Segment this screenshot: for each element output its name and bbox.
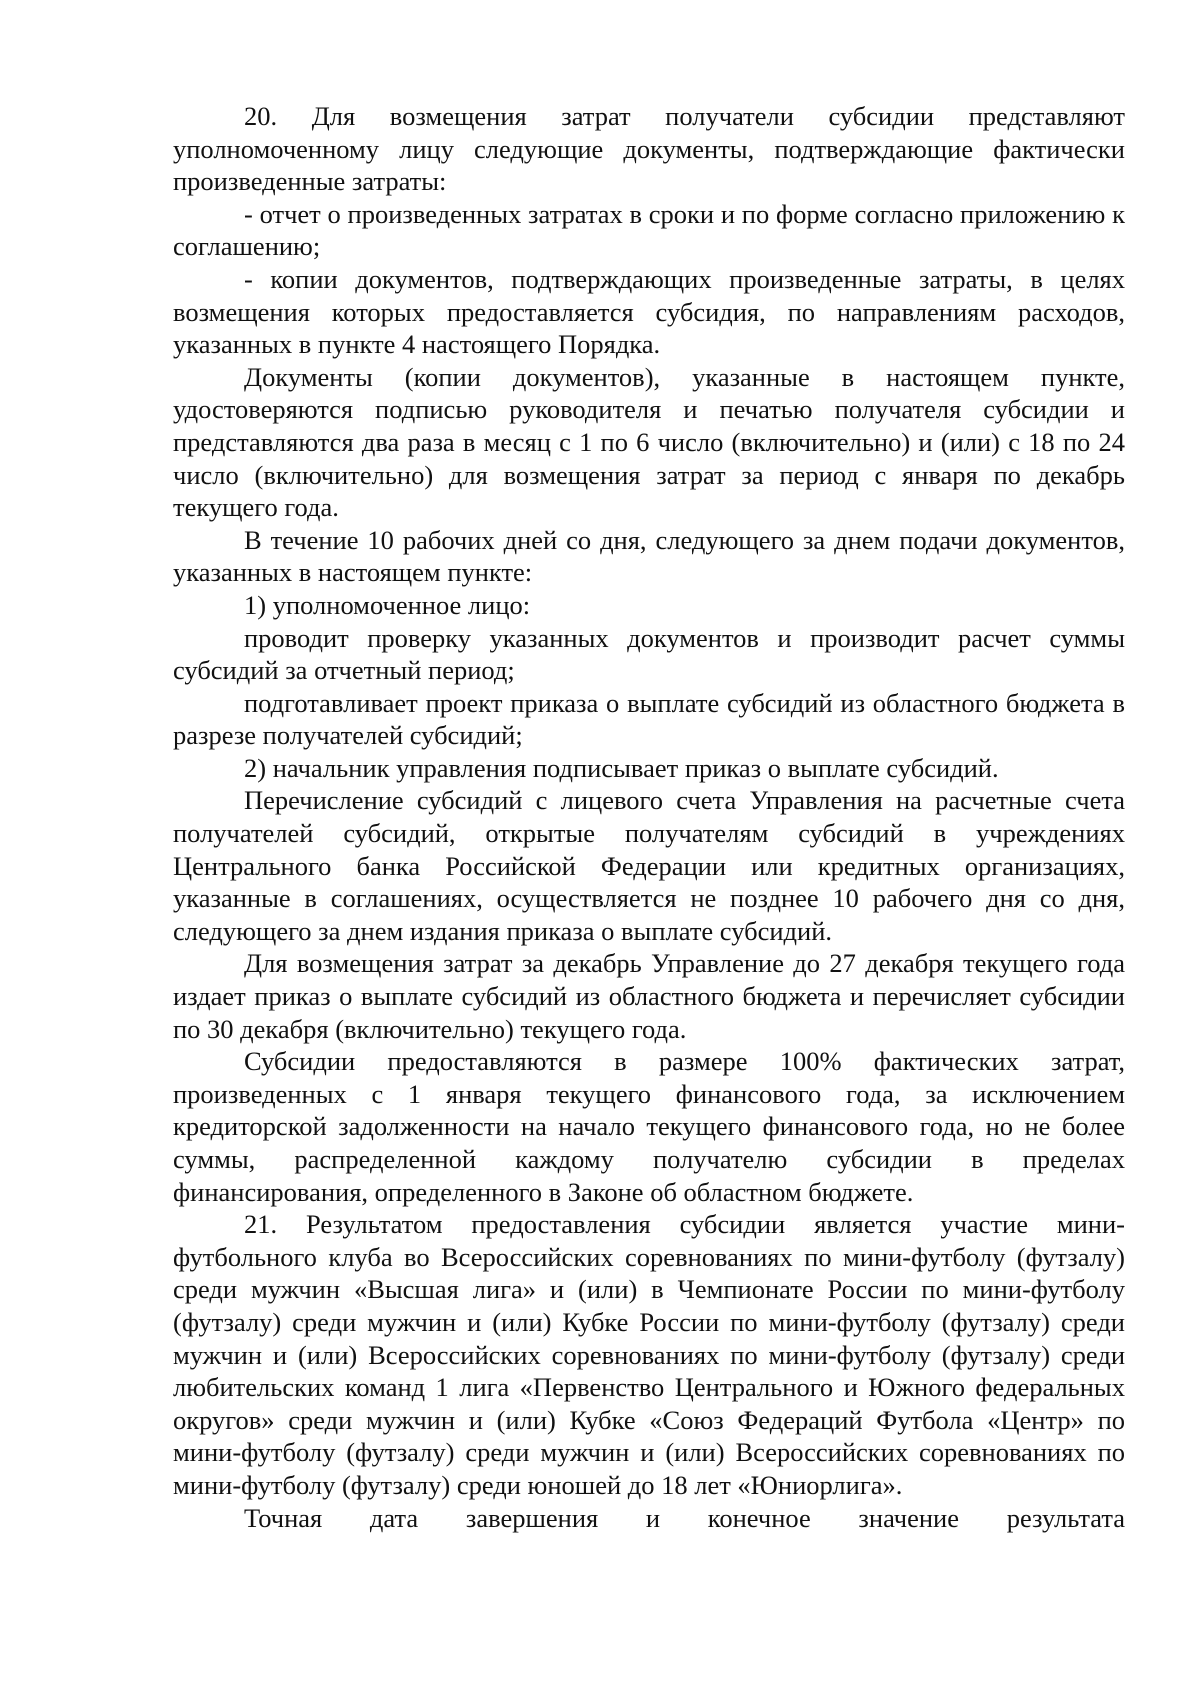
- paragraph-copies-item: - копии документов, подтверждающих произведенные затраты, в целях возмещения которых предоставляется субсидия, по направлениям расходов, указанных в пункте 4 настоящего Порядка.: [173, 263, 1125, 360]
- paragraph-subsidy-amount: Субсидии предоставляются в размере 100% фактических затрат, произведенных с 1 января текущего финансового года, за исключением кредиторской задолженности на начало текущего финансового года, но не более суммы, распределенной каждому получателю субсидии в пределах финансирования, определенного в Законе об областном бюджете.: [173, 1046, 1125, 1207]
- paragraph-ten-days: В течение 10 рабочих дней со дня, следующего за днем подачи документов, указанных в настоящем пункте:: [173, 524, 1125, 588]
- paragraph-21-result: 21. Результатом предоставления субсидии является участие мини-футбольного клуба во Всероссийских соревнованиях по мини-футболу (футзалу) среди мужчин «Высшая лига» и (или) в Чемпионате России по мини-футболу (футзалу) среди мужчин и (или) Кубке России по мини-футболу (футзалу) среди мужчин и (или) Всероссийских соревнованиях по мини-футболу (футзалу) среди любительских команд 1 лига «Первенство Центрального и Южного федеральных округов» среди мужчин и (или) Кубке «Союз Федераций Футбола «Центр» по мини-футболу (футзалу) среди мужчин и (или) Всероссийских соревнованиях по мини-футболу (футзалу) среди юношей до 18 лет «Юниорлига».: [173, 1209, 1125, 1500]
- paragraph-report-item: - отчет о произведенных затратах в сроки и по форме согласно приложению к соглашению;: [173, 198, 1125, 262]
- paragraph-20-intro: 20. Для возмещения затрат получатели субсидии представляют уполномоченному лицу следующие документы, подтверждающие фактически произведенные затраты:: [173, 101, 1125, 197]
- paragraph-transfer: Перечисление субсидий с лицевого счета Управления на расчетные счета получателей субсидий, открытые получателям субсидий в учреждениях Центрального банка Российской Федерации или кредитных организациях, указанные в соглашениях, осуществляется не позднее 10 рабочего дня со дня, следующего за днем издания приказа о выплате субсидий.: [173, 785, 1125, 946]
- document-page: [173, 100, 1125, 1534]
- paragraph-documents-certification: Документы (копии документов), указанные в настоящем пункте, удостоверяются подписью руководителя и печатью получателя субсидии и представляются два раза в месяц с 1 по 6 число (включительно) и (или) с 18 по 24 число (включительно) для возмещения затрат за период с января по декабрь текущего года.: [173, 361, 1125, 523]
- paragraph-result-date: Точная дата завершения и конечное значение результата: [244, 1502, 1125, 1533]
- paragraph-december: Для возмещения затрат за декабрь Управление до 27 декабря текущего года издает приказ о выплате субсидий из областного бюджета и перечисляет субсидии по 30 декабря (включительно) текущего года.: [173, 948, 1125, 1044]
- paragraph-head-signs: 2) начальник управления подписывает приказ о выплате субсидий.: [244, 752, 999, 783]
- paragraph-checks-documents: проводит проверку указанных документов и производит расчет суммы субсидий за отчетный период;: [173, 622, 1125, 686]
- paragraph-authorized-person: 1) уполномоченное лицо:: [244, 589, 531, 620]
- paragraph-prepares-order: подготавливает проект приказа о выплате субсидий из областного бюджета в разрезе получателей субсидий;: [173, 687, 1125, 751]
